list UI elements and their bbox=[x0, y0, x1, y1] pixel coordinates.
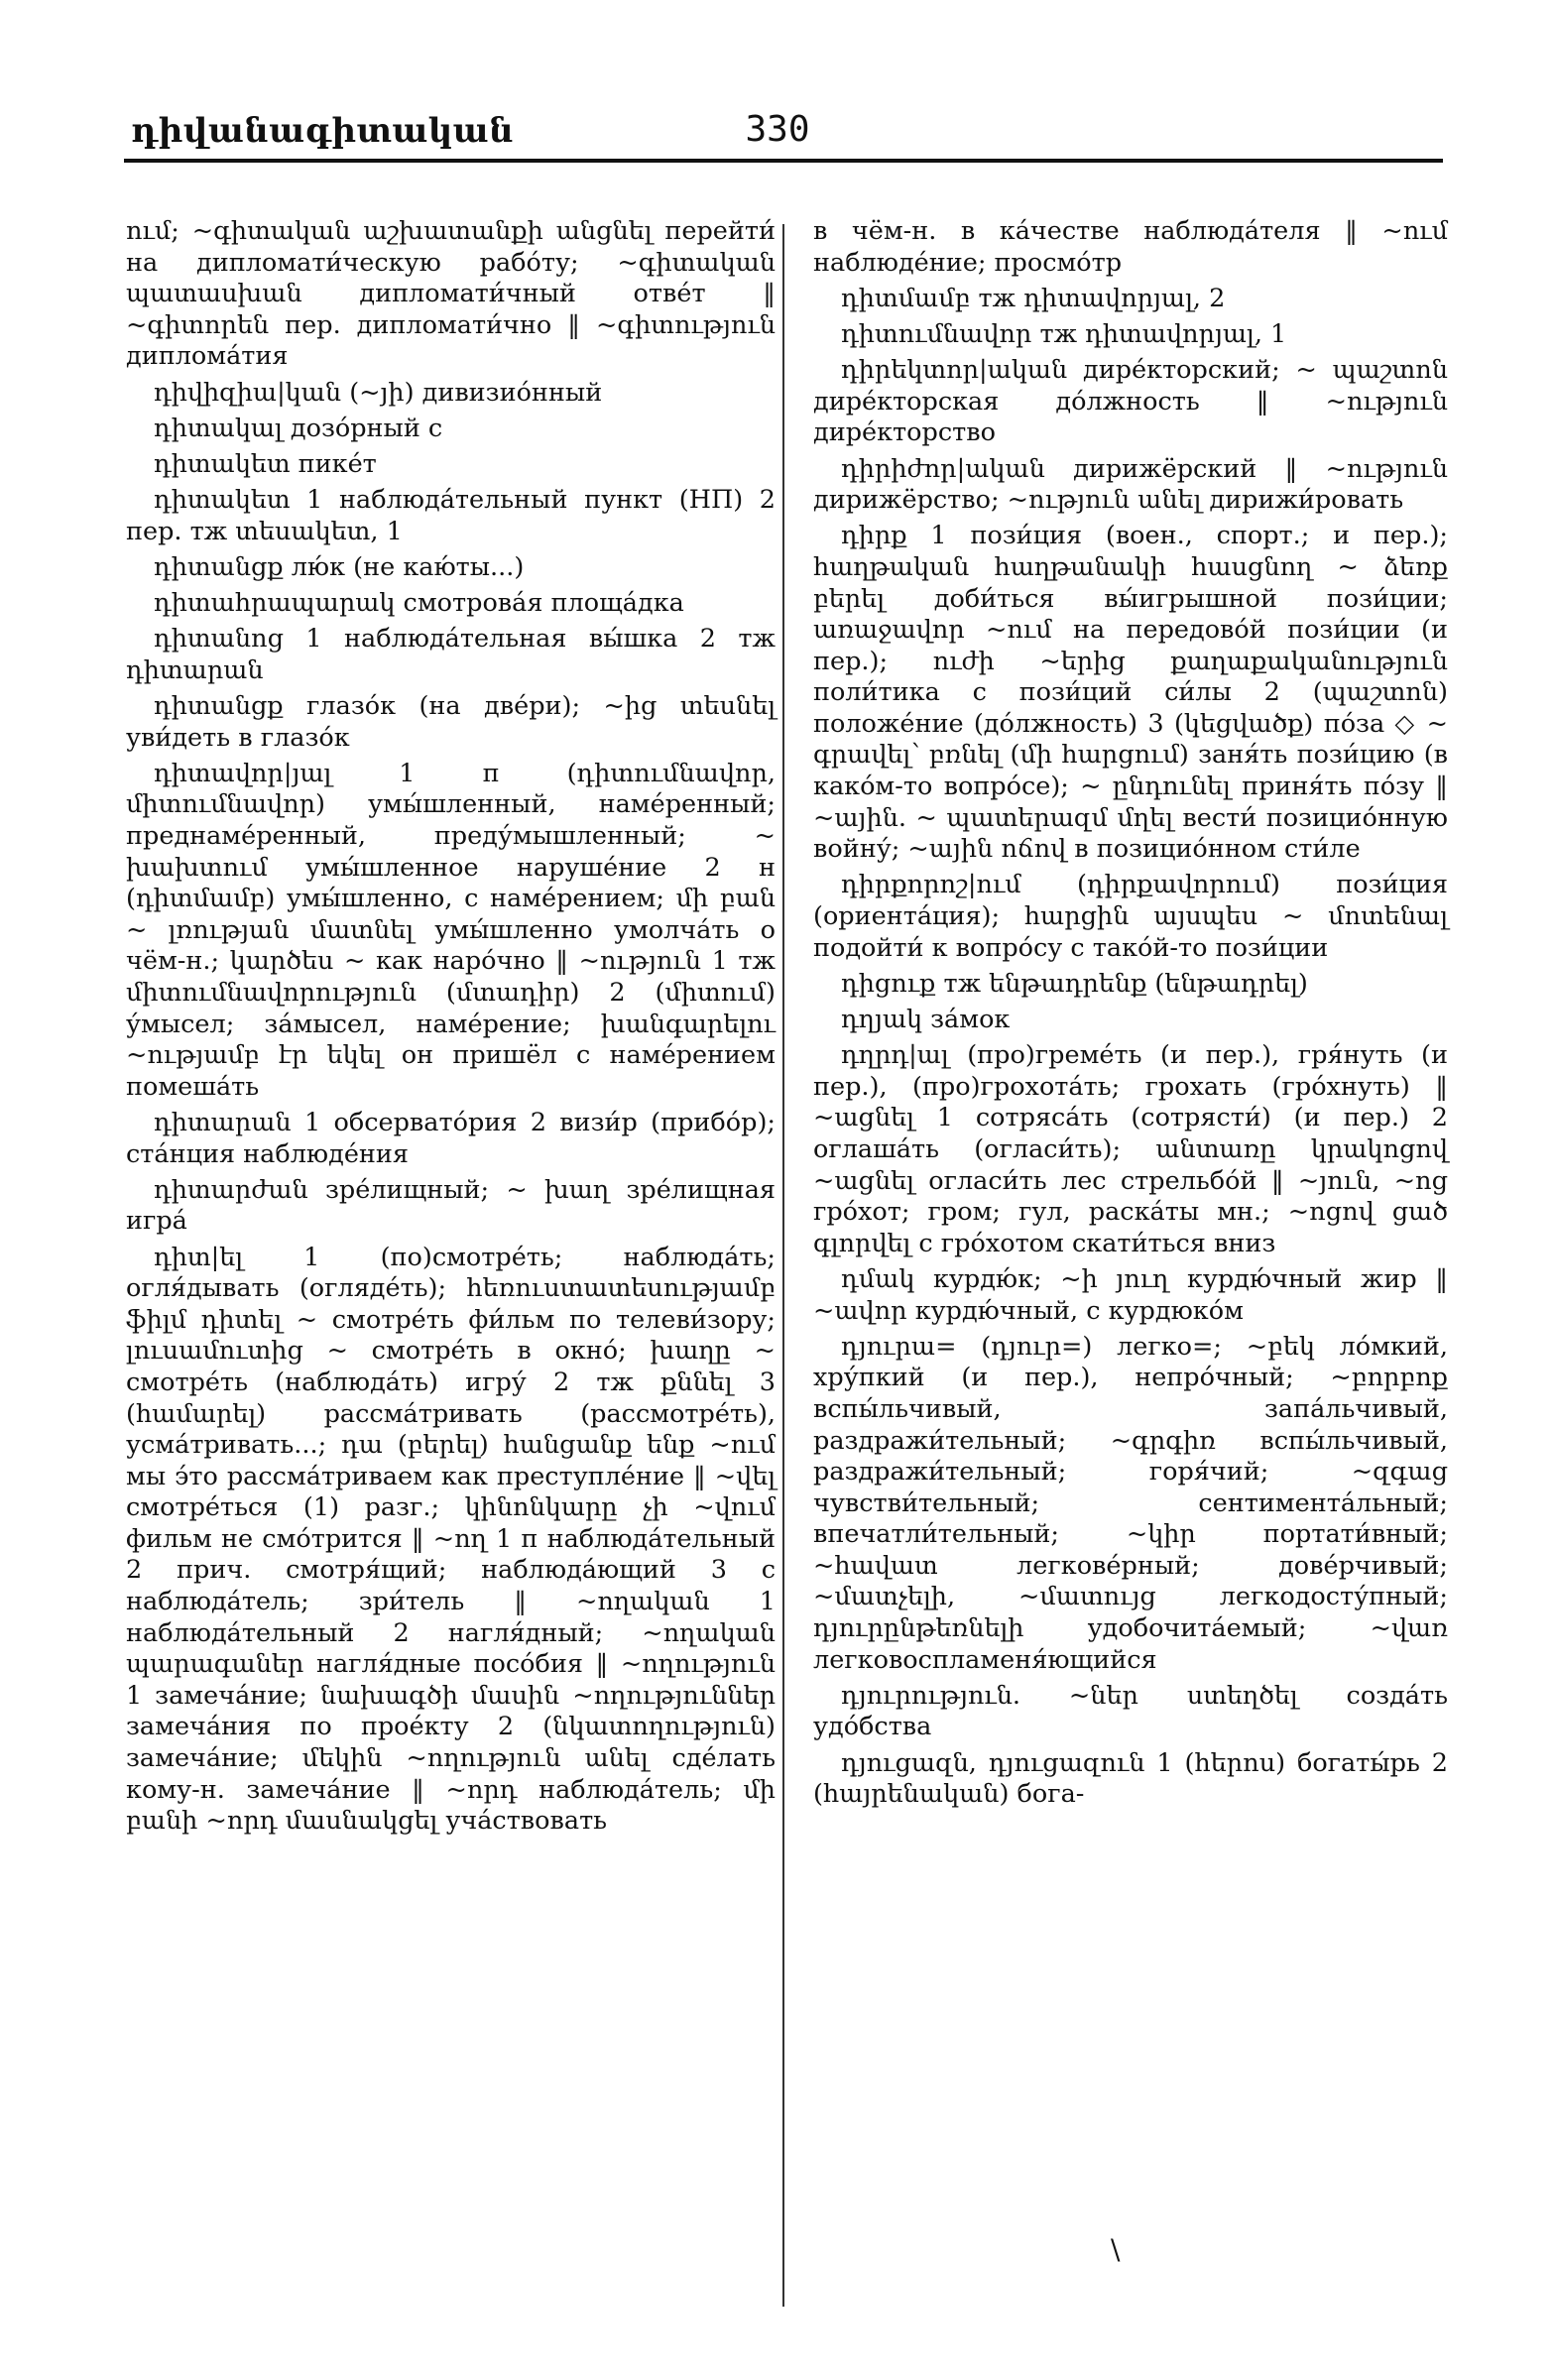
page-number: 330 bbox=[745, 109, 810, 150]
column-divider bbox=[782, 224, 784, 2307]
dictionary-entry: դիրքորոշ|ում (դիրքավորում) пози́ция (ориента́ция); հարցին այսպես ~ մոտենալ подойти́ к вопро́су с тако́й-то пози́ции bbox=[813, 870, 1448, 963]
dictionary-entry: դիտարժան зре́лищный; ~ խաղ зре́лищная игра́ bbox=[126, 1174, 776, 1237]
dictionary-entry: դիրեկտոր|ական дире́кторский; ~ պաշտոն дире́кторская до́лжность ‖ ~ություն дире́кторство bbox=[813, 355, 1448, 448]
dictionary-entry: դիտակետ пике́т bbox=[154, 448, 377, 479]
dictionary-entry: դիտանոց 1 наблюда́тельная вы́шка 2 тж դիտարան bbox=[126, 624, 776, 685]
dictionary-entry: դմակ курдю́к; ~ի յուղ курдю́чный жир ‖ ~ավոր курдю́чный, с курдюко́м bbox=[813, 1263, 1448, 1326]
dictionary-entry: դիտարան 1 обсервато́рия 2 визи́р (прибо́р); ста́нция наблюде́ния bbox=[126, 1107, 776, 1169]
dictionary-entry: դիցուք тж ենթադրենք (ենթադրել) bbox=[841, 968, 1308, 999]
dictionary-entry: դիտ|ել 1 (по)смотре́ть; наблюда́ть; огля́дывать (огляде́ть); հեռուստատեսությամբ ֆիլմ դիտել ~ смотре́ть фи́льм по телеви́зору; լուսամուտից ~ смотре́ть в окно́; խաղը ~ смотре́ть (наблюда́ть) игру́ 2 тж քննել 3 (համարել) рассма́тривать (рассмотре́ть), усма́тривать...; դա (բերել) հանցանք ենք ~ում мы э́то рассма́триваем как преступле́ние ‖ ~վել смотре́ться (1) разг.; կինոնկարը չի ~վում фильм не смо́трится ‖ ~ող 1 п наблюда́тельный 2 прич. смотря́щий; наблюда́ющий 3 с наблюда́тель; зри́тель ‖ ~ողական 1 наблюда́тельный 2 нагля́дный; ~ողական պարագաներ нагля́дные посо́бия ‖ ~ողություն 1 замеча́ние; նախագծի մասին ~ողություններ замеча́ния по прое́кту 2 (նկատողություն) замеча́ние; մեկին ~ողություն անել сде́лать кому-н. замеча́ние ‖ ~որդ наблюда́тель; մի բանի ~որդ մասնակցել уча́ствовать bbox=[126, 1242, 776, 1837]
dictionary-entry: դյուցազն, դյուցազուն 1 (հերոս) богаты́рь 2 (հայրենական) бога- bbox=[813, 1747, 1448, 1810]
dictionary-entry: դիտանցք глазо́к (на две́ри); ~ից տեսնել уви́деть в глазо́к bbox=[126, 691, 776, 753]
dictionary-entry: դիվիզիա|կան (~յի) дивизио́нный bbox=[154, 377, 603, 408]
dictionary-entry: ում; ~գիտական աշխատանքի անցնել перейти́ на дипломати́ческую рабо́ту; ~գիտական պատասխան дипломати́чный отве́т ‖ ~գիտորեն пер. дипломати́чно ‖ ~գիտություն диплома́тия bbox=[126, 216, 776, 372]
running-head: դիվանագիտական bbox=[131, 111, 515, 151]
dictionary-entry: դիրիժոր|ական дирижёрский ‖ ~ություն дирижёрство; ~ություն անել дирижи́ровать bbox=[813, 453, 1448, 516]
dictionary-entry: դիրք 1 пози́ция (воен., спорт.; и пер.); հաղթական հաղթանակի հասցնող ~ ձեռք բերել доби́ться вы́игрышной пози́ции; առաջավոր ~ում на передово́й пози́ции (и пер.); ուժի ~երից քաղաքականություն поли́тика с пози́ций си́лы 2 (պաշտոն) положе́ние (до́лжность) 3 (կեցվածք) по́за ◇ ~ գրավել՝ բռնել (մի հարցում) заня́ть пози́цию (в како́м-то вопро́се); ~ ընդունել приня́ть по́зу ‖ ~ային. ~ պատերազմ մղել вести́ позицио́нную войну́; ~ային ոճով в позицио́нном сти́ле bbox=[813, 521, 1448, 865]
dictionary-entry: դղրդ|ալ (про)греме́ть (и пер.), гря́нуть (и пер.), (про)грохота́ть; грохать (гро́хнуть) ‖ ~ացնել 1 сотряса́ть (сотрясти́) (и пер.) 2 оглаша́ть (огласи́ть); անտառը կրակոցով ~ացնել огласи́ть лес стрельбо́й ‖ ~յուն, ~ոց гро́хот; гром; гул, раска́ты мн.; ~ոցով ցած գլորվել с гро́хотом скати́ться вниз bbox=[813, 1040, 1448, 1258]
dictionary-entry: դիտակետ 1 наблюда́тельный пункт (НП) 2 пер. тж տեսակետ, 1 bbox=[126, 485, 776, 546]
stray-mark: \ bbox=[1111, 2233, 1121, 2266]
dictionary-entry: в чём-н. в ка́честве наблюда́теля ‖ ~ում наблюде́ние; просмо́тр bbox=[813, 216, 1448, 278]
dictionary-entry: դիտակալ дозо́рный с bbox=[154, 413, 443, 443]
right-column bbox=[813, 216, 1448, 1815]
dictionary-entry: դյուրա= (դյուր=) легко=; ~բեկ ло́мкий, хру́пкий (и пер.), непро́чный; ~բորբոք вспы́льчивый, запа́льчивый, раздражи́тельный; ~գրգիռ вспы́льчивый, раздражи́тельный; горя́чий; ~զգաց чувстви́тельный; сентимента́льный; впечатли́тельный; ~կիր портати́вный; ~հավատ легкове́рный; дове́рчивый; ~մատչելի, ~մատույց легкодосту́пный; դյուրընթեռնելի удобочита́емый; ~վառ легковоспламеня́ющийся bbox=[813, 1331, 1448, 1675]
dictionary-entry: դիտումնավոր тж դիտավորյալ, 1 bbox=[841, 318, 1287, 349]
header-rule bbox=[124, 159, 1443, 163]
dictionary-entry: դիտանցք лю́к (не каю́ты...) bbox=[154, 551, 525, 582]
dictionary-entry: դիտահրապարակ смотрова́я площа́дка bbox=[154, 588, 684, 619]
dictionary-entry: դիտմամբ тж դիտավորյալ, 2 bbox=[841, 283, 1226, 313]
left-column bbox=[126, 216, 776, 1842]
dictionary-entry: դղյակ за́мок bbox=[841, 1005, 1011, 1034]
dictionary-entry: դիտավոր|յալ 1 п (դիտումնավոր, միտումնավոր) умы́шленный, наме́ренный; преднаме́ренный, преду́мышленный; ~ խախտում умы́шленное наруше́ние 2 н (դիտմամբ) умы́шленно, с наме́рением; մի բան ~ լռության մատնել умы́шленно умолча́ть о чём-н.; կարծես ~ как наро́чно ‖ ~ություն 1 тж միտումնավորություն (մտադիր) 2 (միտում) у́мысел; за́мысел, наме́рение; խանգարելու ~ությամբ էր եկել он пришёл с наме́рением помеша́ть bbox=[126, 758, 776, 1102]
dictionary-entry: դյուրություն. ~ներ ստեղծել созда́ть удо́бства bbox=[813, 1680, 1448, 1742]
